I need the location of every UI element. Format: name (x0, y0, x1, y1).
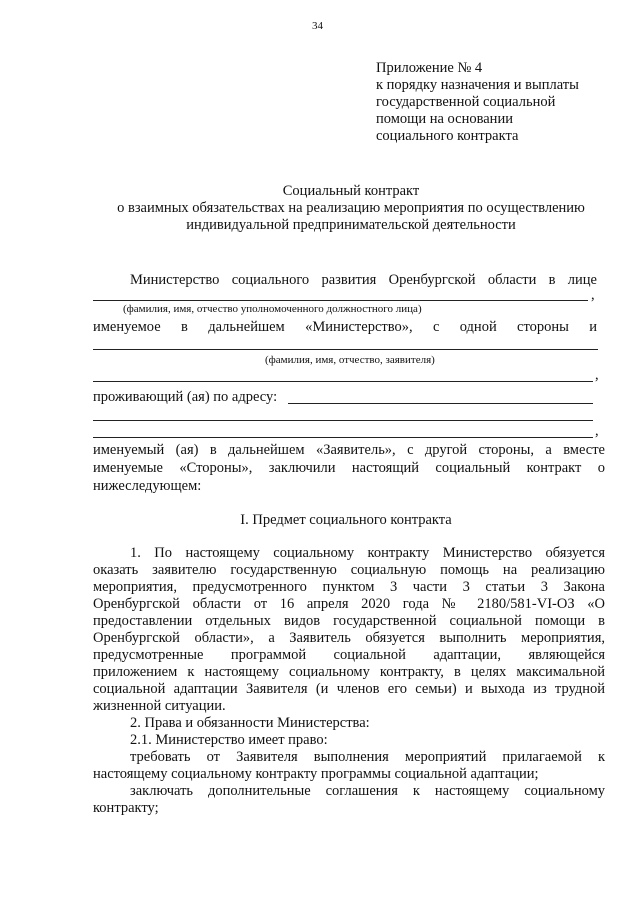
blank-line (93, 381, 593, 382)
section-title: I. Предмет социального контракта (240, 512, 452, 528)
appendix-line: к порядку назначения и выплаты (376, 77, 579, 93)
intro-paragraph-line: именуемый (ая) в дальнейшем «Заявитель», с другой стороны, а вместе (93, 442, 605, 458)
caption-official: (фамилия, имя, отчество уполномоченного должностного лица) (123, 303, 422, 315)
appendix-line: социального контракта (376, 128, 519, 144)
comma: , (591, 287, 595, 303)
blank-line (93, 420, 593, 421)
paragraph-line: 2. Права и обязанности Министерства: (130, 715, 370, 731)
appendix-title: Приложение № 4 (376, 60, 483, 76)
paragraph-line: социальной адаптации Заявителя (и членов его семьи) и выхода из трудной (93, 681, 605, 697)
document-subtitle: о взаимных обязательствах на реализацию мероприятия по осуществлению (117, 200, 585, 216)
page-number: 34 (312, 20, 323, 32)
paragraph-line: настоящему социальному контракту программы социальной адаптации; (93, 766, 539, 782)
address-blank (288, 403, 593, 404)
blank-line (93, 349, 598, 350)
document-subtitle: индивидуальной предпринимательской деятельности (186, 217, 516, 233)
paragraph-line: предусмотренные программой социальной адаптации, являющейся (93, 647, 605, 663)
paragraph-line: Оренбургской области от 16 апреля 2020 года № 2180/581-VI-ОЗ «О (93, 596, 605, 612)
intro-paragraph-line: нижеследующем: (93, 478, 202, 494)
ministry-line: Министерство социального развития Оренбургской области в лице (130, 272, 597, 288)
named-line: именуемое в дальнейшем «Министерство», с одной стороны и (93, 319, 597, 335)
paragraph-line: требовать от Заявителя выполнения мероприятий прилагаемой к (130, 749, 605, 765)
paragraph-line: контракту; (93, 800, 159, 816)
document-title: Социальный контракт (282, 183, 420, 199)
paragraph-line: предоставлении отдельных видов государственной социальной помощи в (93, 613, 605, 629)
address-label: проживающий (ая) по адресу: (93, 389, 278, 405)
paragraph-line: 2.1. Министерство имеет право: (130, 732, 328, 748)
appendix-block (376, 60, 579, 145)
section-paragraph (93, 545, 605, 817)
paragraph-line: оказать заявителю государственную социальную помощь на реализацию (93, 562, 605, 578)
paragraph-line: 1. По настоящему социальному контракту Министерство обязуется (130, 545, 605, 561)
appendix-line: помощи на основании (376, 111, 513, 127)
blank-line (93, 300, 588, 301)
paragraph-line: Оренбургской области», а Заявитель обязуется выполнить мероприятия, (93, 630, 605, 646)
intro-paragraph-line: именуемые «Стороны», заключили настоящий социальный контракт о (93, 460, 605, 476)
paragraph-line: мероприятия, предусмотренного пунктом 3 части 3 статьи 3 Закона (93, 579, 605, 595)
document-heading (60, 183, 640, 234)
paragraph-line: приложением к настоящему социальному контракту, в целях максимальной (93, 664, 605, 680)
comma: , (595, 367, 599, 383)
comma: , (595, 423, 599, 439)
blank-line (93, 437, 593, 438)
caption-applicant: (фамилия, имя, отчество, заявителя) (265, 354, 435, 366)
appendix-line: государственной социальной (376, 94, 556, 110)
paragraph-line: жизненной ситуации. (93, 698, 226, 714)
paragraph-line: заключать дополнительные соглашения к настоящему социальному (130, 783, 605, 799)
